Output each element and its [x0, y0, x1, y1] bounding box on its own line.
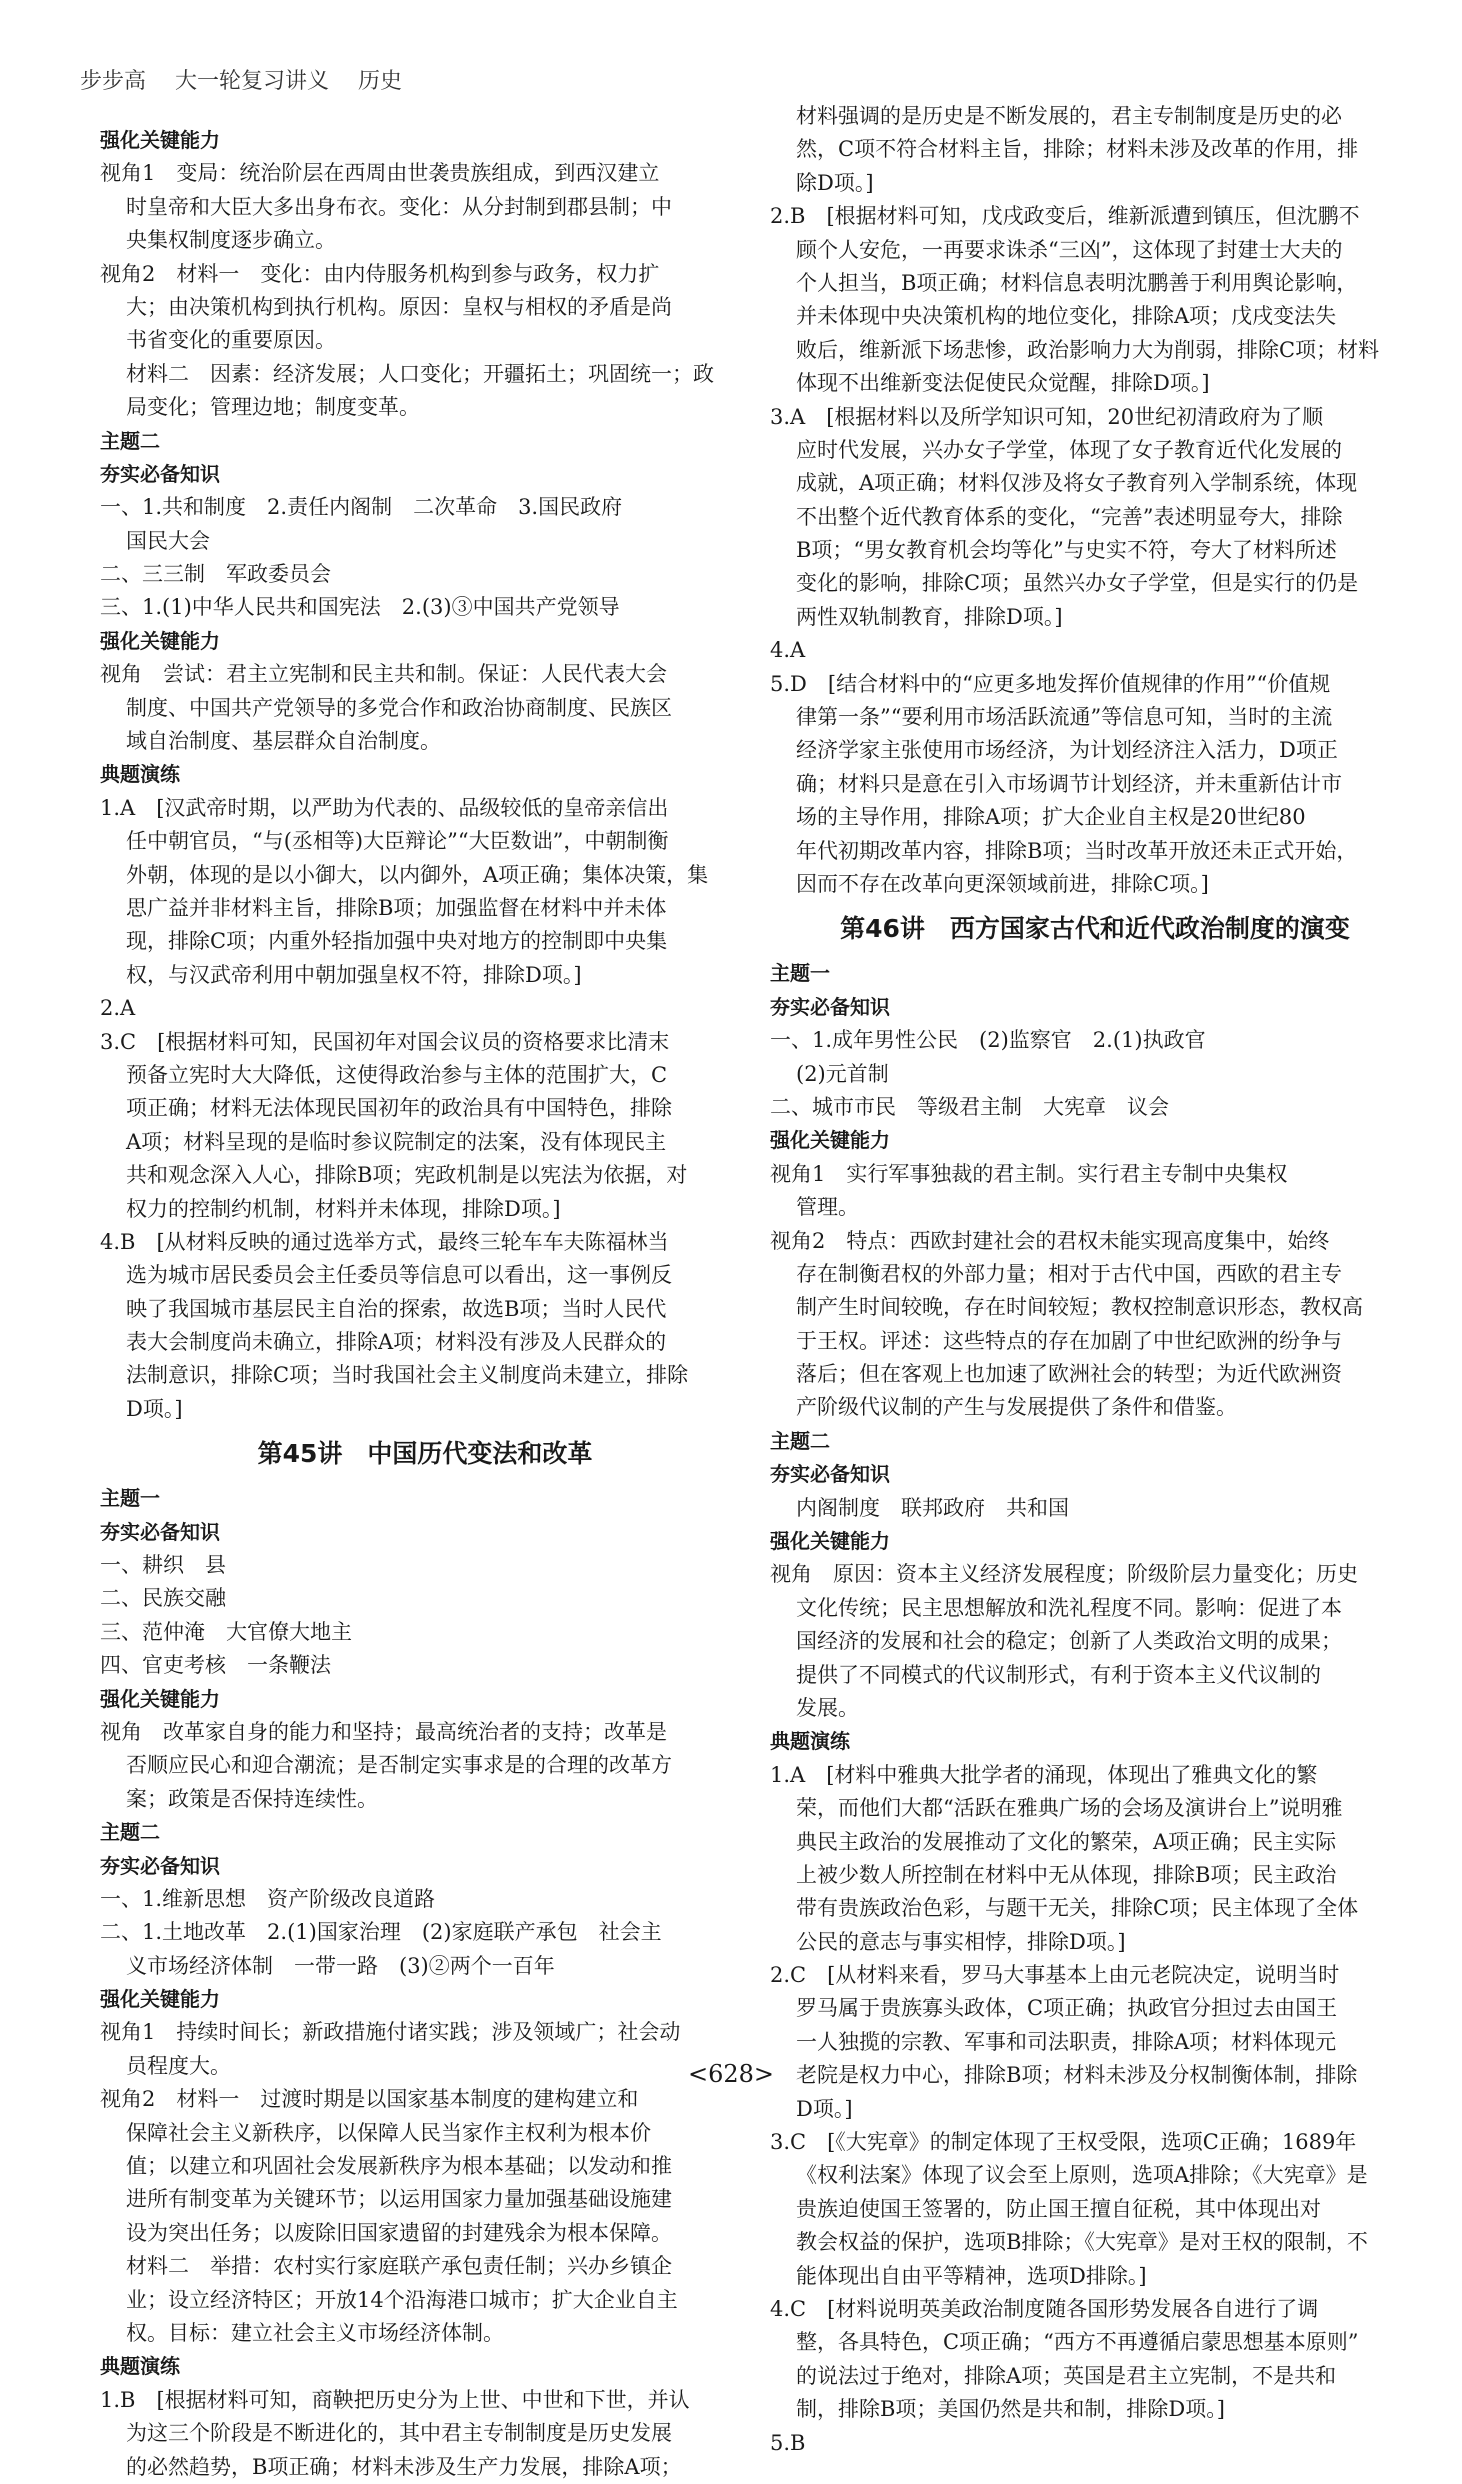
- left-column: [100, 124, 750, 2484]
- right-line: 内阁制度 联邦政府 共和国: [796, 1495, 1069, 1520]
- left-line: 否顺应民心和迎合潮流；是否制定实事求是的合理的改革方: [126, 1753, 672, 1778]
- right-line: 视角 原因：资本主义经济发展程度；阶级阶层力量变化；历史: [770, 1562, 1358, 1587]
- right-line: 3.C [《大宪章》的制定体现了王权受限，选项C正确；1689年: [770, 2130, 1357, 2155]
- right-line: 律第一条”“要利用市场活跃流通”等信息可知，当时的主流: [796, 705, 1333, 730]
- left-line: 权，与汉武帝利用中朝加强皇权不符，排除D项。]: [126, 962, 582, 987]
- left-line: 1.B [根据材料可知，商鞅把历史分为上世、中世和下世，并认: [100, 2387, 690, 2412]
- left-line: 视角2 材料一 变化：由内侍服务机构到参与政务，权力扩: [100, 261, 660, 286]
- right-line: 5.B: [770, 2430, 806, 2455]
- right-line: 顾个人安危，一再要求诛杀“三凶”，这体现了封建士大夫的: [796, 237, 1343, 262]
- left-line: 大；由决策机构到执行机构。原因：皇权与相权的矛盾是尚: [126, 294, 672, 319]
- right-line: 2.B [根据材料可知，戊戌政变后，维新派遭到镇压，但沈鹏不: [770, 204, 1360, 229]
- left-line: 的必然趋势，B项正确；材料未涉及生产力发展，排除A项；: [126, 2454, 682, 2479]
- brand-name: 步步高: [80, 69, 147, 94]
- right-line: 二、城市市民 等级君主制 大宪章 议会: [770, 1094, 1169, 1119]
- left-line: 一、1.维新思想 资产阶级改良道路: [100, 1886, 436, 1911]
- left-line: 选为城市居民委员会主任委员等信息可以看出，这一事例反: [126, 1263, 672, 1288]
- left-line: 权。目标：建立社会主义市场经济体制。: [126, 2321, 504, 2345]
- left-line: 外朝，体现的是以小御大，以内御外，A项正确；集体决策，集: [126, 862, 709, 887]
- left-line: 央集权制度逐步确立。: [126, 228, 336, 253]
- right-line: 年代初期改革内容，排除B项；当时改革开放还未正式开始，: [796, 838, 1358, 863]
- right-line: 制产生时间较晚，存在时间较短；教权控制意识形态，教权高: [796, 1295, 1363, 1320]
- left-line: 项正确；材料无法体现民国初年的政治具有中国特色，排除: [126, 1096, 672, 1121]
- right-line: 一、1.成年男性公民 (2)监察官 2.(1)执政官: [770, 1028, 1206, 1053]
- book-title: 大一轮复习讲义: [175, 69, 330, 94]
- right-line: 的说法过于绝对，排除A项；英国是君主立宪制，不是共和: [796, 2363, 1337, 2388]
- section-heading: 主题一: [100, 1486, 160, 1511]
- section-heading: 主题二: [770, 1428, 830, 1453]
- left-line: 进所有制变革为关键环节；以运用国家力量加强基础设施建: [126, 2187, 672, 2212]
- left-line: 时皇帝和大臣大多出身布衣。变化：从分封制到郡县制；中: [126, 194, 672, 219]
- left-line: 4.B [从材料反映的通过选举方式，最终三轮车车夫陈福林当: [100, 1229, 669, 1254]
- left-line: 义市场经济体制 一带一路 (3)②两个一百年: [126, 1953, 555, 1978]
- left-line: 书省变化的重要原因。: [126, 328, 336, 353]
- right-line: 能体现出自由平等精神，选项D排除。]: [796, 2263, 1147, 2288]
- section-heading: 夯实必备知识: [100, 1853, 220, 1878]
- right-line: 然，C项不符合材料主旨，排除；材料未涉及改革的作用，排: [796, 137, 1359, 162]
- left-line: 法制意识，排除C项；当时我国社会主义制度尚未建立，排除: [126, 1363, 689, 1388]
- left-line: 视角 改革家自身的能力和坚持；最高统治者的支持；改革是: [100, 1719, 667, 1744]
- right-line: 除D项。]: [796, 170, 874, 195]
- section-heading: 强化关键能力: [100, 128, 220, 152]
- right-line: 个人担当，B项正确；材料信息表明沈鹏善于利用舆论影响，: [796, 270, 1358, 295]
- right-line: 经济学家主张使用市场经济，为计划经济注入活力，D项正: [796, 738, 1338, 763]
- right-line: 变化的影响，排除C项；虽然兴办女子学堂，但是实行的仍是: [796, 571, 1359, 596]
- lecture-title: 第46讲 西方国家古代和近代政治制度的演变: [840, 914, 1350, 944]
- section-heading: 主题二: [100, 428, 160, 453]
- section-heading: 夯实必备知识: [100, 461, 220, 486]
- section-heading: 强化关键能力: [770, 1128, 890, 1153]
- left-line: 现，排除C项；内重外轻指加强中央对地方的控制即中央集: [126, 929, 668, 954]
- left-line: 案；政策是否保持连续性。: [126, 1786, 378, 1811]
- right-line: 荣，而他们大都“活跃在雅典广场的会场及演讲台上”说明雅: [796, 1796, 1343, 1821]
- left-line: 视角1 变局：统治阶层在西周由世袭贵族组成，到西汉建立: [100, 161, 660, 186]
- right-line: 视角2 特点：西欧封建社会的君权未能实现高度集中，始终: [770, 1228, 1330, 1253]
- right-line: 带有贵族政治色彩，与题干无关，排除C项；民主体现了全体: [796, 1896, 1359, 1921]
- section-heading: 主题二: [100, 1820, 160, 1845]
- lecture-title: 第45讲 中国历代变法和改革: [257, 1439, 593, 1469]
- right-line: 提供了不同模式的代议制形式，有利于资本主义代议制的: [796, 1662, 1321, 1687]
- left-line: 视角1 持续时间长；新政措施付诸实践；涉及领域广；社会动: [100, 2020, 681, 2045]
- right-line: 《权利法案》体现了议会至上原则，选项A排除；《大宪章》是: [796, 2163, 1368, 2188]
- section-heading: 夯实必备知识: [770, 1462, 890, 1487]
- left-line: 制度、中国共产党领导的多党合作和政治协商制度、民族区: [126, 695, 672, 720]
- right-line: 因而不存在改革向更深领域前进，排除C项。]: [796, 871, 1209, 896]
- right-line: 一人独揽的宗教、军事和司法职责，排除A项；材料体现元: [796, 2029, 1337, 2054]
- right-line: 贵族迫使国王签署的，防止国王擅自征税，其中体现出对: [796, 2196, 1321, 2221]
- left-line: 一、1.共和制度 2.责任内阁制 二次革命 3.国民政府: [100, 495, 623, 520]
- right-line: 落后；但在客观上也加速了欧洲社会的转型；为近代欧洲资: [796, 1362, 1342, 1387]
- right-line: 材料强调的是历史是不断发展的，君主专制制度是历史的必: [796, 104, 1342, 128]
- right-line: B项；“男女教育机会均等化”与史实不符，夸大了材料所述: [796, 538, 1337, 563]
- left-line: 任中朝官员，“与(丞相等)大臣辩论”“大臣数诎”，中朝制衡: [126, 829, 669, 854]
- right-column: [770, 100, 1420, 2460]
- right-line: 2.C [从材料来看，罗马大事基本上由元老院决定，说明当时: [770, 1963, 1340, 1988]
- left-line: 二、三三制 军政委员会: [100, 562, 331, 587]
- right-line: 5.D [结合材料中的“应更多地发挥价值规律的作用”“价值规: [770, 671, 1331, 696]
- right-line: 整，各具特色，C项正确；“西方不再遵循启蒙思想基本原则”: [796, 2330, 1359, 2355]
- left-line: 设为突出任务；以废除旧国家遗留的封建残余为根本保障。: [126, 2220, 672, 2245]
- right-line: D项。]: [796, 2096, 853, 2121]
- right-line: 管理。: [796, 1195, 859, 1220]
- section-heading: 典题演练: [100, 762, 180, 787]
- left-line: 材料二 因素：经济发展；人口变化；开疆拓土；巩固统一；政: [126, 361, 714, 386]
- left-line: 国民大会: [126, 528, 210, 553]
- left-line: 2.A: [100, 996, 136, 1021]
- right-line: 4.C [材料说明英美政治制度随各国形势发展各自进行了调: [770, 2297, 1319, 2321]
- right-line: 体现不出维新变法促使民众觉醒，排除D项。]: [796, 371, 1210, 396]
- left-line: 局变化；管理边地；制度变革。: [126, 395, 420, 420]
- left-line: A项；材料呈现的是临时参议院制定的法案，没有体现民主: [126, 1129, 667, 1154]
- left-line: 映了我国城市基层民主自治的探索，故选B项；当时人民代: [126, 1296, 667, 1321]
- right-line: 产阶级代议制的产生与发展提供了条件和借鉴。: [796, 1395, 1237, 1420]
- right-line: 场的主导作用，排除A项；扩大企业自主权是20世纪80: [796, 805, 1306, 830]
- left-line: 三、1.(1)中华人民共和国宪法 2.(3)③中国共产党领导: [100, 595, 620, 620]
- left-line: 1.A [汉武帝时期，以严助为代表的、品级较低的皇帝亲信出: [100, 795, 669, 820]
- left-line: 表大会制度尚未确立，排除A项；材料没有涉及人民群众的: [126, 1330, 667, 1355]
- right-line: 1.A [材料中雅典大批学者的涌现，体现出了雅典文化的繁: [770, 1762, 1318, 1787]
- subject-name: 历史: [358, 69, 403, 94]
- right-line: 国经济的发展和社会的稳定；创新了人类政治文明的成果；: [796, 1629, 1342, 1654]
- left-line: 3.C [根据材料可知，民国初年对国会议员的资格要求比清末: [100, 1029, 670, 1054]
- right-line: 于王权。评述：这些特点的存在加剧了中世纪欧洲的纷争与: [796, 1328, 1342, 1353]
- left-line: 四、官吏考核 一条鞭法: [100, 1653, 331, 1678]
- section-heading: 强化关键能力: [100, 1987, 220, 2012]
- left-line: 一、耕织 县: [100, 1553, 226, 1578]
- right-line: 并未体现中央决策机构的地位变化，排除A项；戊戌变法失: [796, 304, 1337, 329]
- right-line: 视角1 实行军事独裁的君主制。实行君主专制中央集权: [770, 1161, 1288, 1186]
- right-line: 3.A [根据材料以及所学知识可知，20世纪初清政府为了顺: [770, 404, 1324, 429]
- left-line: 域自治制度、基层群众自治制度。: [126, 729, 441, 754]
- right-line: 不出整个近代教育体系的变化，“完善”表述明显夸大，排除: [796, 504, 1343, 529]
- right-line: 两性双轨制教育，排除D项。]: [796, 604, 1063, 629]
- left-line: 视角2 材料一 过渡时期是以国家基本制度的建构建立和: [100, 2087, 639, 2112]
- left-line: 权力的控制约机制，材料并未体现，排除D项。]: [126, 1196, 561, 1221]
- right-line: 上被少数人所控制在材料中无从体现，排除B项；民主政治: [796, 1862, 1337, 1887]
- right-line: 4.A: [770, 638, 806, 663]
- right-line: (2)元首制: [796, 1061, 889, 1086]
- left-line: 为这三个阶段是不断进化的，其中君主专制制度是历史发展: [126, 2421, 672, 2446]
- right-line: 教会权益的保护，选项B排除；《大宪章》是对王权的限制，不: [796, 2230, 1368, 2255]
- right-line: 制，排除B项；美国仍然是共和制，排除D项。]: [796, 2397, 1225, 2422]
- section-heading: 夯实必备知识: [770, 994, 890, 1019]
- left-line: 视角 尝试：君主立宪制和民主共和制。保证：人民代表大会: [100, 662, 667, 687]
- right-line: 确；材料只是意在引入市场调节计划经济，并未重新估计市: [796, 771, 1342, 796]
- right-line: 文化传统；民主思想解放和洗礼程度不同。影响：促进了本: [796, 1595, 1342, 1620]
- running-header: [80, 64, 424, 95]
- left-line: 员程度大。: [126, 2053, 231, 2078]
- left-line: 值；以建立和巩固社会发展新秩序为根本基础；以发动和推: [126, 2154, 672, 2179]
- section-heading: 强化关键能力: [100, 628, 220, 653]
- left-line: 三、范仲淹 大官僚大地主: [100, 1619, 352, 1644]
- right-line: 老院是权力中心，排除B项；材料未涉及分权制衡体制，排除: [796, 2063, 1358, 2088]
- left-line: 预备立宪时大大降低，这使得政治参与主体的范围扩大，C: [126, 1062, 668, 1087]
- left-line: 二、1.土地改革 2.(1)国家治理 (2)家庭联产承包 社会主: [100, 1920, 662, 1945]
- right-line: 应时代发展，兴办女子学堂，体现了女子教育近代化发展的: [796, 437, 1342, 462]
- right-line: 公民的意志与事实相悖，排除D项。]: [796, 1929, 1126, 1954]
- section-heading: 典题演练: [770, 1729, 850, 1754]
- right-line: 存在制衡君权的外部力量；相对于古代中国，西欧的君主专: [796, 1261, 1342, 1286]
- section-heading: 强化关键能力: [100, 1686, 220, 1711]
- left-line: 业；设立经济特区；开放14个沿海港口城市；扩大企业自主: [126, 2287, 678, 2312]
- left-line: 思广益并非材料主旨，排除B项；加强监督在材料中并未体: [126, 895, 667, 920]
- left-line: 保障社会主义新秩序，以保障人民当家作主权利为根本价: [126, 2120, 651, 2145]
- right-line: 罗马属于贵族寡头政体，C项正确；执政官分担过去由国王: [796, 1996, 1338, 2021]
- right-line: 成就，A项正确；材料仅涉及将女子教育列入学制系统，体现: [796, 471, 1358, 496]
- section-heading: 夯实必备知识: [100, 1519, 220, 1544]
- right-line: 败后，维新派下场悲惨，政治影响力大为削弱，排除C项；材料: [796, 337, 1380, 362]
- left-line: 共和观念深入人心，排除B项；宪政机制是以宪法为依据，对: [126, 1163, 688, 1188]
- right-line: 典民主政治的发展推动了文化的繁荣，A项正确；民主实际: [796, 1829, 1337, 1854]
- left-line: 二、民族交融: [100, 1586, 226, 1611]
- left-line: D项。]: [126, 1396, 183, 1421]
- section-heading: 强化关键能力: [770, 1529, 890, 1554]
- section-heading: 典题演练: [100, 2354, 180, 2379]
- right-line: 发展。: [796, 1695, 859, 1720]
- section-heading: 主题一: [770, 961, 830, 986]
- page-number: <628>: [687, 2060, 775, 2088]
- left-line: 材料二 举措：农村实行家庭联产承包责任制；兴办乡镇企: [126, 2254, 672, 2279]
